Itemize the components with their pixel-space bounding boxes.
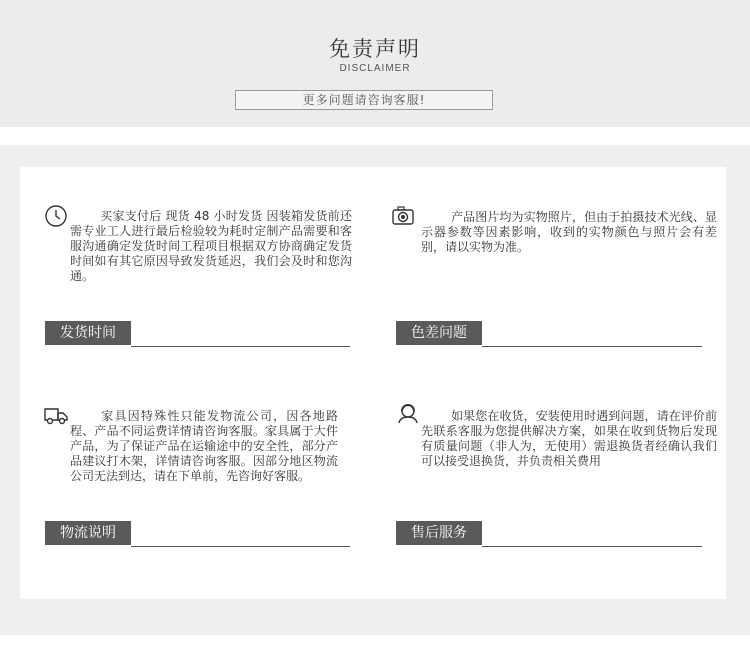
divider-gap	[0, 127, 750, 145]
truck-icon	[43, 404, 69, 426]
color-difference-underline	[482, 346, 702, 347]
contact-service-button[interactable]: 更多问题请咨询客服!	[235, 90, 493, 110]
after-sales-label: 售后服务	[396, 521, 482, 545]
header-banner	[0, 0, 750, 127]
after-sales-text: 如果您在收货，安装使用时遇到问题，请在评价前先联系客服为您提供解决方案，如果在收到货物后发现有质量问题（非人为，无使用）需退换货者经确认我们可以接受退换货，并负责相关费用	[421, 409, 717, 468]
logistics-text: 家具因特殊性只能发物流公司，因各地路程、产品不同运费详情请咨询客服。家具属于大件产品，为了保证产品在运输途中的安全性，部分产品建议打木架，详情请咨询客服。因部分地区物流公司无法到达，请在下单前，先咨询好客服。	[70, 409, 338, 483]
shipping-time-text: 买家支付后 现货 48 小时发货 因装箱发货前还需专业工人进行最后检验较为耗时定制产品需要和客服沟通确定发货时间工程项目根据双方协商确定发货时间如有其它原因导致发货延迟，我们会及时和您沟通。	[70, 209, 352, 283]
footer-space	[0, 635, 750, 672]
shipping-time-label: 发货时间	[45, 321, 131, 345]
page-subtitle: DISCLAIMER	[339, 63, 411, 74]
logistics-label: 物流说明	[45, 521, 131, 545]
color-difference-text: 产品图片均为实物照片，但由于拍摄技术光线、显示器参数等因素影响，收到的实物颜色与照片会有差别，请以实物为准。	[421, 210, 717, 254]
camera-icon	[391, 205, 415, 227]
page-title: 免责声明	[329, 37, 421, 61]
clock-icon	[44, 205, 68, 227]
color-difference-label: 色差问题	[396, 321, 482, 345]
after-sales-underline	[482, 546, 702, 547]
logistics-underline	[131, 546, 350, 547]
customer-service-icon	[396, 402, 420, 424]
shipping-time-underline	[131, 346, 350, 347]
